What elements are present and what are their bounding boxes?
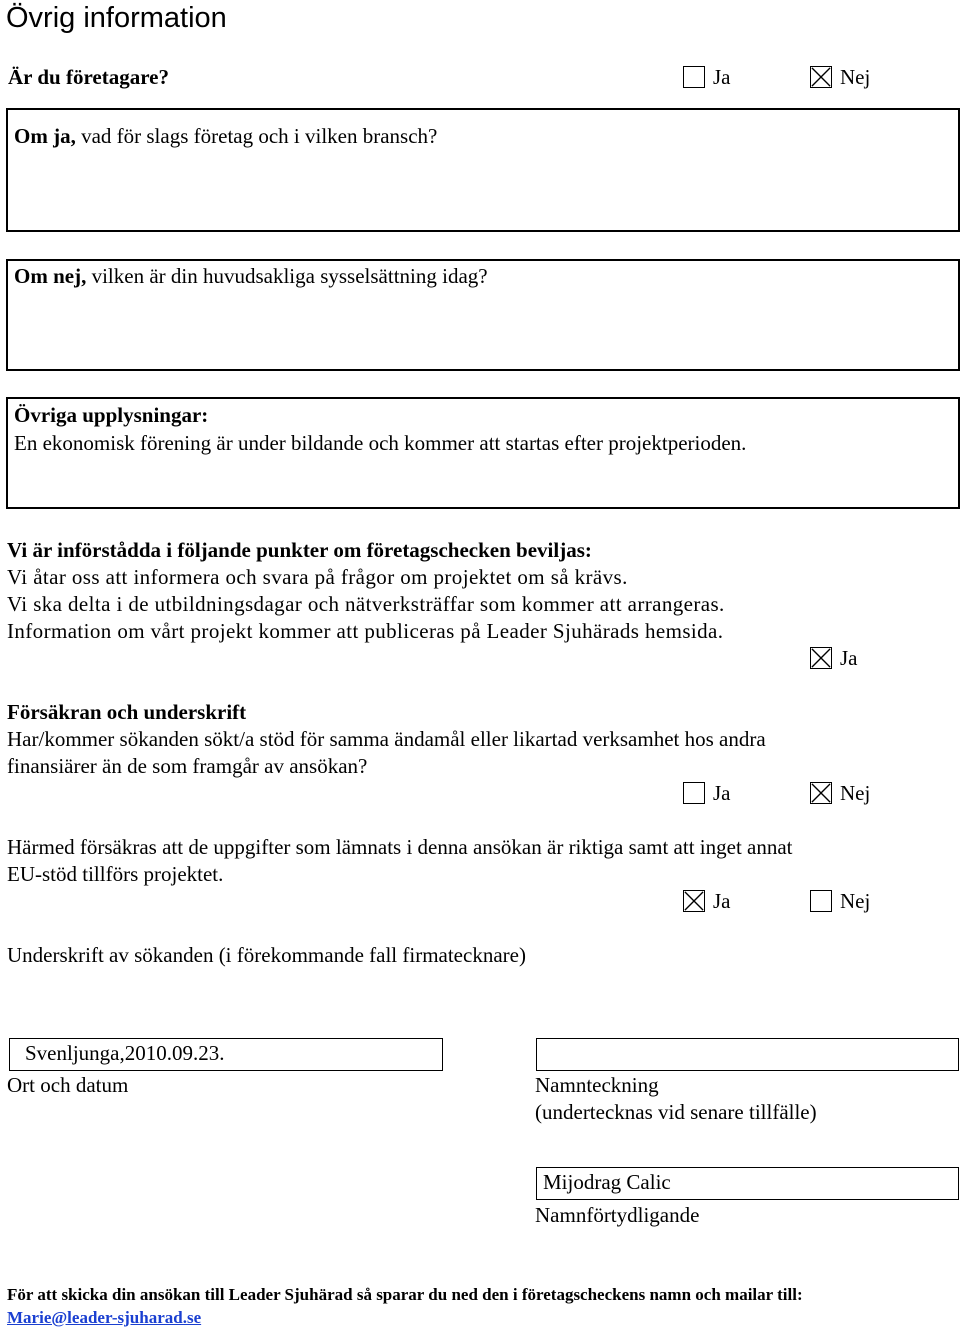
other-funding-no-checkbox[interactable] [810, 782, 832, 804]
insurance-question-line1: Har/kommer sökanden sökt/a stöd för samma ändamål eller likartad verksamhet hos andra [7, 727, 766, 751]
agreement-line-3: Information om vårt projekt kommer att publiceras på Leader Sjuhärads hemsida. [7, 619, 724, 643]
entrepreneur-no-checkbox[interactable] [810, 66, 832, 88]
entrepreneur-yes-label: Ja [713, 65, 731, 89]
if-no-question [14, 264, 488, 289]
x-mark-icon [811, 783, 831, 803]
agreement-yes-checkbox[interactable] [810, 647, 832, 669]
if-yes-textarea[interactable] [6, 108, 960, 232]
footer-email-link[interactable]: Marie@leader-sjuharad.se [7, 1308, 202, 1327]
statement-yes-checkbox[interactable] [683, 890, 705, 912]
entrepreneur-no-label: Nej [840, 65, 871, 89]
if-yes-text: vad för slags företag och i vilken bransch? [75, 124, 438, 148]
other-info-text: En ekonomisk förening är under bildande och kommer att startas efter projektperioden. [14, 431, 747, 455]
statement-yes-label: Ja [713, 889, 731, 913]
statement-no-checkbox[interactable] [810, 890, 832, 912]
name-clarification-value: Mijodrag Calic [543, 1170, 671, 1194]
insurance-heading: Försäkran och underskrift [7, 700, 247, 724]
signature-field[interactable] [536, 1038, 959, 1071]
statement-no-label: Nej [840, 889, 871, 913]
agreement-line-1: Vi åtar oss att informera och svara på frågor om projektet om så krävs. [7, 565, 628, 589]
x-mark-icon [811, 648, 831, 668]
agreement-line-2: Vi ska delta i de utbildningsdagar och nätverksträffar som kommer att arrangeras. [7, 592, 725, 616]
place-date-label: Ort och datum [7, 1073, 129, 1097]
other-funding-no-label: Nej [840, 781, 871, 805]
agreement-yes-label: Ja [840, 646, 858, 670]
insurance-question-line2: finansiärer än de som framgår av ansökan? [7, 754, 368, 778]
if-no-text: vilken är din huvudsakliga sysselsättning idag? [86, 264, 488, 288]
statement-line2: EU-stöd tillförs projektet. [7, 862, 224, 886]
place-date-value: Svenljunga,2010.09.23. [25, 1041, 225, 1065]
other-funding-yes-label: Ja [713, 781, 731, 805]
footer-text: För att skicka din ansökan till Leader Sjuhärad så sparar du ned den i företagscheckens namn och mailar till: [7, 1285, 803, 1304]
page-title: Övrig information [6, 2, 227, 34]
if-no-prefix: Om nej, [14, 264, 87, 288]
name-clarification-label: Namnförtydligande [535, 1203, 700, 1227]
other-info-label: Övriga upplysningar: [14, 403, 209, 427]
if-yes-question [14, 124, 437, 149]
name-clarification-field[interactable] [536, 1167, 959, 1200]
other-info-textarea[interactable] [6, 397, 960, 509]
place-date-field[interactable] [9, 1038, 443, 1071]
x-mark-icon [811, 67, 831, 87]
entrepreneur-question: Är du företagare? [8, 65, 169, 89]
signature-heading: Underskrift av sökanden (i förekommande fall firmatecknare) [7, 943, 526, 967]
entrepreneur-yes-checkbox[interactable] [683, 66, 705, 88]
statement-line1: Härmed försäkras att de uppgifter som lämnats i denna ansökan är riktiga samt att inget annat [7, 835, 793, 859]
if-yes-prefix: Om ja, [14, 124, 76, 148]
other-funding-yes-checkbox[interactable] [683, 782, 705, 804]
signature-label: Namnteckning [535, 1073, 659, 1097]
agreement-heading: Vi är införstådda i följande punkter om företagschecken beviljas: [7, 538, 592, 562]
if-no-textarea[interactable] [6, 259, 960, 371]
signature-note: (undertecknas vid senare tillfälle) [535, 1100, 817, 1124]
x-mark-icon [684, 891, 704, 911]
